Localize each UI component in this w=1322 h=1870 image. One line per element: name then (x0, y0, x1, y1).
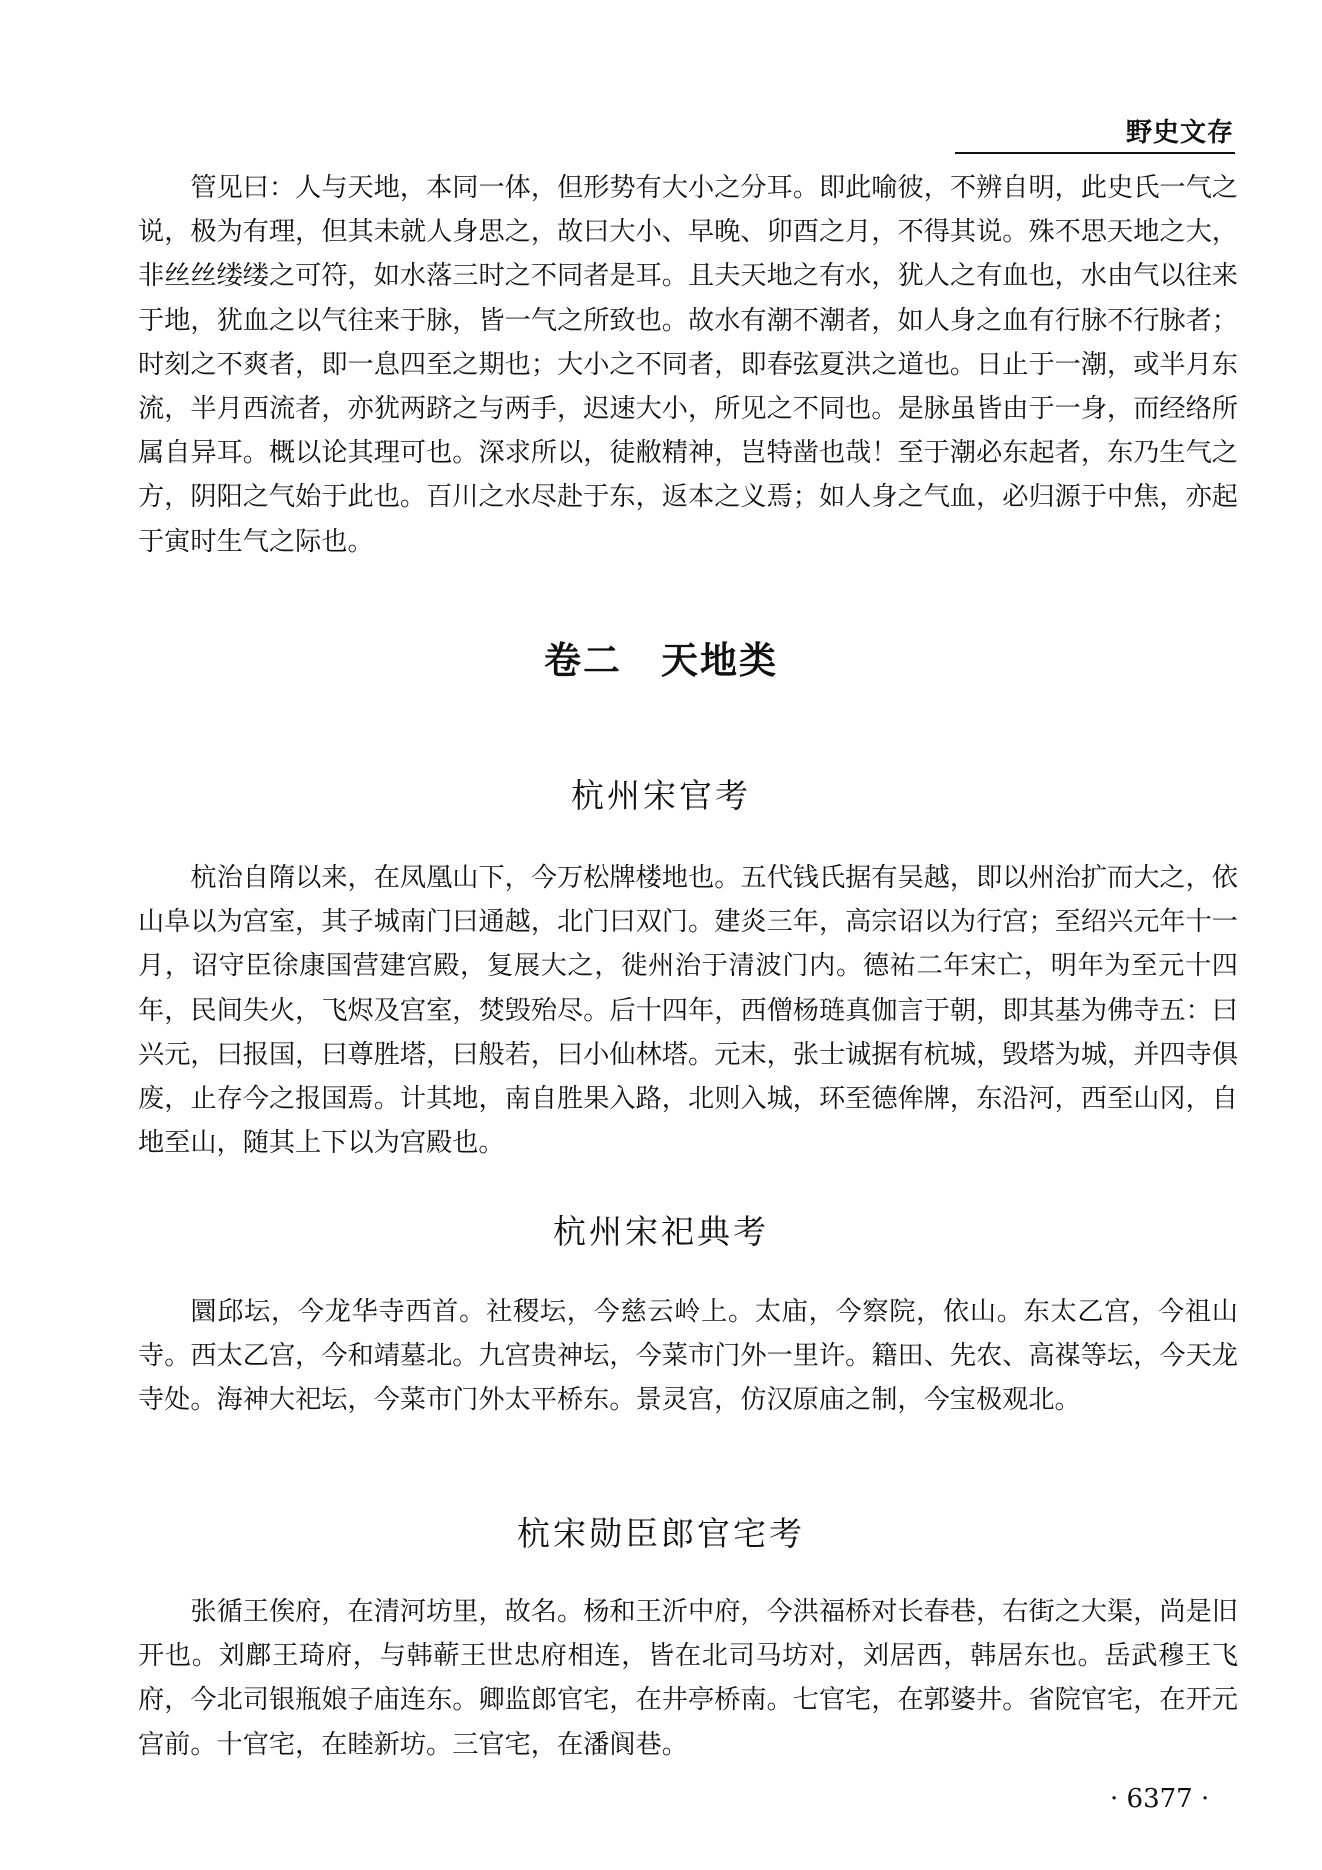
chapter-title: 卷二 天地类 (544, 639, 778, 682)
page-number: · 6377 · (1110, 1784, 1210, 1814)
section-title-hangzhou-song-palace: 杭州宋官考 (571, 776, 751, 815)
running-header: 野史文存 (1125, 118, 1234, 148)
section-body-hangzhou-song-palace: 杭治自隋以来，在凤凰山下，今万松牌楼地也。五代钱氏据有吴越，即以州治扩而大之，依山阜以为宫室，其子城南门曰通越，北门曰双门。建炎三年，高宗诏以为行宫；至绍兴元年十一月，诏守臣徐康国营建宫殿，复展大之，徙州治于清波门内。德祐二年宋亡，明年为至元十四年，民间失火，飞烬及宫室，焚毁殆尽。后十四年，西僧杨琏真伽言于朝，即其基为佛寺五：曰兴元，曰报国，曰尊胜塔，曰般若，曰小仙林塔。元末，张士诚据有杭城，毁塔为城，并四寺俱废，止存今之报国焉。计其地，南自胜果入路，北则入城，环至德侔牌，东沿河，西至山冈，自地至山，随其上下以为宫殿也。 (138, 863, 1238, 1159)
section-body-song-official-residences: 张循王俟府，在清河坊里，故名。杨和王沂中府，今洪福桥对长春巷，右街之大渠，尚是旧开也。刘鄜王琦府，与韩蕲王世忠府相连，皆在北司马坊对，刘居西，韩居东也。岳武穆王飞府，今北司银瓶娘子庙连东。卿监郎官宅，在井亭桥南。七官宅，在郭婆井。省院官宅，在开元宫前。十官宅，在睦新坊。三官宅，在潘阆巷。 (138, 1597, 1238, 1760)
section-body-hangzhou-song-sacrifices: 圜邱坛，今龙华寺西首。社稷坛，今慈云岭上。太庙，今察院，依山。东太乙宫，今祖山寺。西太乙宫，今和靖墓北。九宫贵神坛，今菜市门外一里许。籍田、先农、高禖等坛，今天龙寺处。海神大祀坛，今菜市门外太平桥东。景灵宫，仿汉原庙之制，今宝极观北。 (138, 1297, 1238, 1416)
section-title-hangzhou-song-sacrifices: 杭州宋祀典考 (553, 1212, 769, 1251)
header-rule (955, 152, 1235, 154)
section-title-song-official-residences: 杭宋勋臣郎官宅考 (517, 1514, 805, 1553)
intro-paragraph: 管见曰：人与天地，本同一体，但形势有大小之分耳。即此喻彼，不辨自明，此史氏一气之说，极为有理，但其未就人身思之，故曰大小、早晚、卯酉之月，不得其说。殊不思天地之大，非丝丝缕缕之可符，如水落三时之不同者是耳。且夫天地之有水，犹人之有血也，水由气以往来于地，犹血之以气往来于脉，皆一气之所致也。故水有潮不潮者，如人身之血有行脉不行脉者；时刻之不爽者，即一息四至之期也；大小之不同者，即春弦夏洪之道也。日止于一潮，或半月东流，半月西流者，亦犹两跻之与两手，迟速大小，所见之不同也。是脉虽皆由于一身，而经络所属自异耳。概以论其理可也。深求所以，徒敝精神，岂特凿也哉！至于潮必东起者，东乃生气之方，阴阳之气始于此也。百川之水尽赴于东，返本之义焉；如人身之气血，必归源于中焦，亦起于寅时生气之际也。 (138, 173, 1238, 557)
